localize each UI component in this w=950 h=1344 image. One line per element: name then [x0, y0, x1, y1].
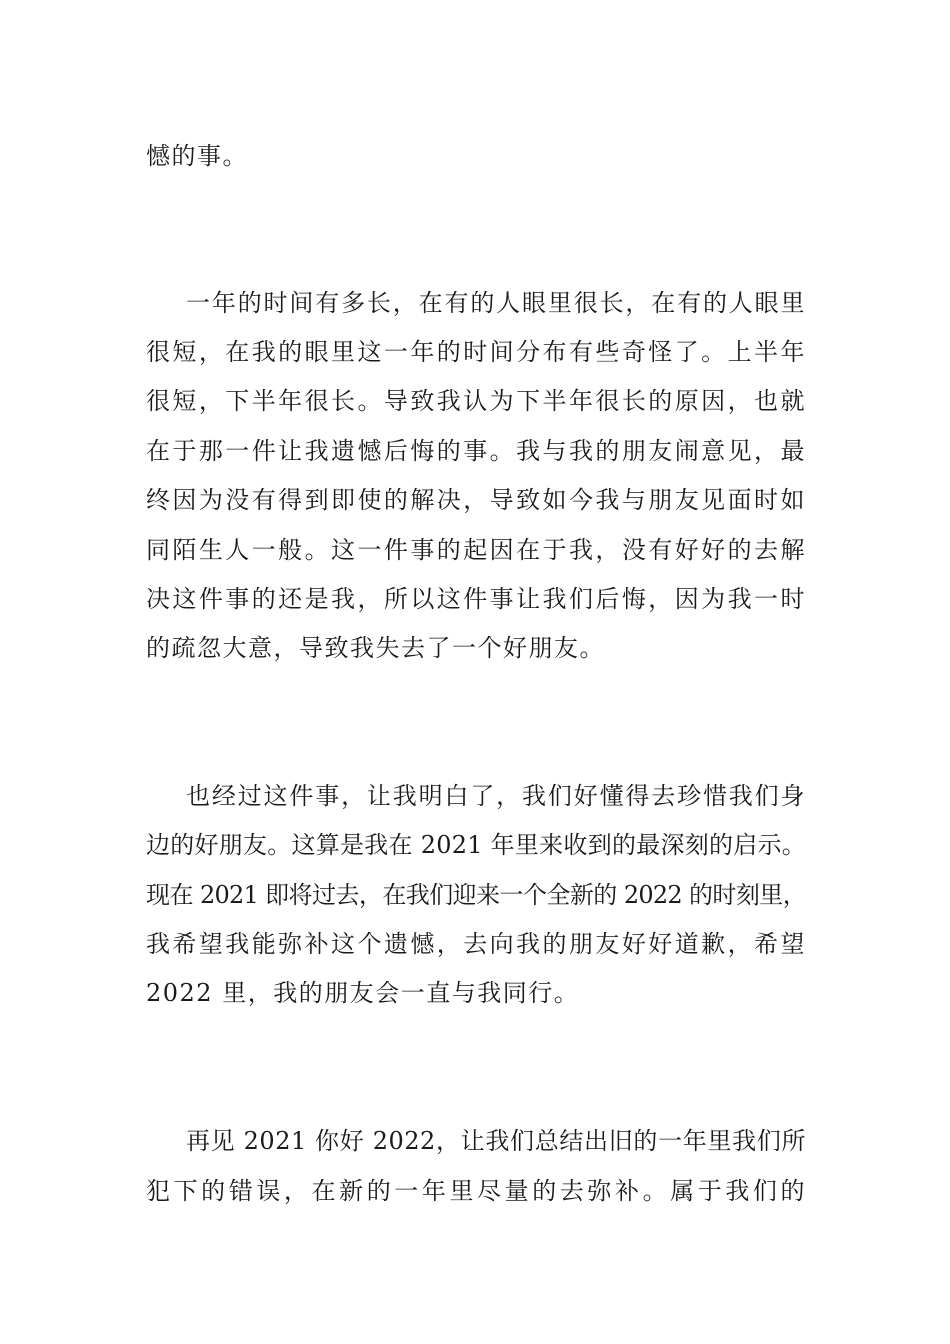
paragraph-2-line-5: 2022 里，我的朋友会一直与我同行。: [146, 979, 580, 1007]
paragraph-1-line-7: 决这件事的还是我，所以这件事让我们后悔，因为我一时: [146, 585, 806, 613]
paragraph-3-line-2: 犯下的错误，在新的一年里尽量的去弥补。属于我们的: [146, 1177, 806, 1205]
paragraph-1-line-2: 很短，在我的眼里这一年的时间分布有些奇怪了。上半年: [146, 338, 806, 366]
paragraph-2-line-3: 现在 2021 即将过去，在我们迎来一个全新的 2022 的时刻里，: [146, 881, 806, 909]
paragraph-1-line-8: 的疏忽大意，导致我失去了一个好朋友。: [146, 634, 605, 662]
paragraph-1-line-4: 在于那一件让我遗憾后悔的事。我与我的朋友闹意见，最: [146, 437, 806, 465]
paragraph-2-line-4: 我希望我能弥补这个遗憾，去向我的朋友好好道歉，希望: [146, 930, 806, 958]
paragraph-3-line-1: 再见 2021 你好 2022，让我们总结出旧的一年里我们所: [186, 1127, 806, 1155]
paragraph-2-line-2: 边的好朋友。这算是我在 2021 年里来收到的最深刻的启示。: [146, 831, 806, 859]
paragraph-1-line-3: 很短，下半年很长。导致我认为下半年很长的原因，也就: [146, 387, 806, 415]
paragraph-1-line-6: 同陌生人一般。这一件事的起因在于我，没有好好的去解: [146, 536, 806, 564]
paragraph-0-line-1: 憾的事。: [146, 142, 248, 170]
paragraph-1-line-1: 一年的时间有多长，在有的人眼里很长，在有的人眼里: [186, 289, 806, 317]
paragraph-1-line-5: 终因为没有得到即使的解决，导致如今我与朋友见面时如: [146, 486, 806, 514]
paragraph-2-line-1: 也经过这件事，让我明白了，我们好懂得去珍惜我们身: [186, 782, 806, 810]
